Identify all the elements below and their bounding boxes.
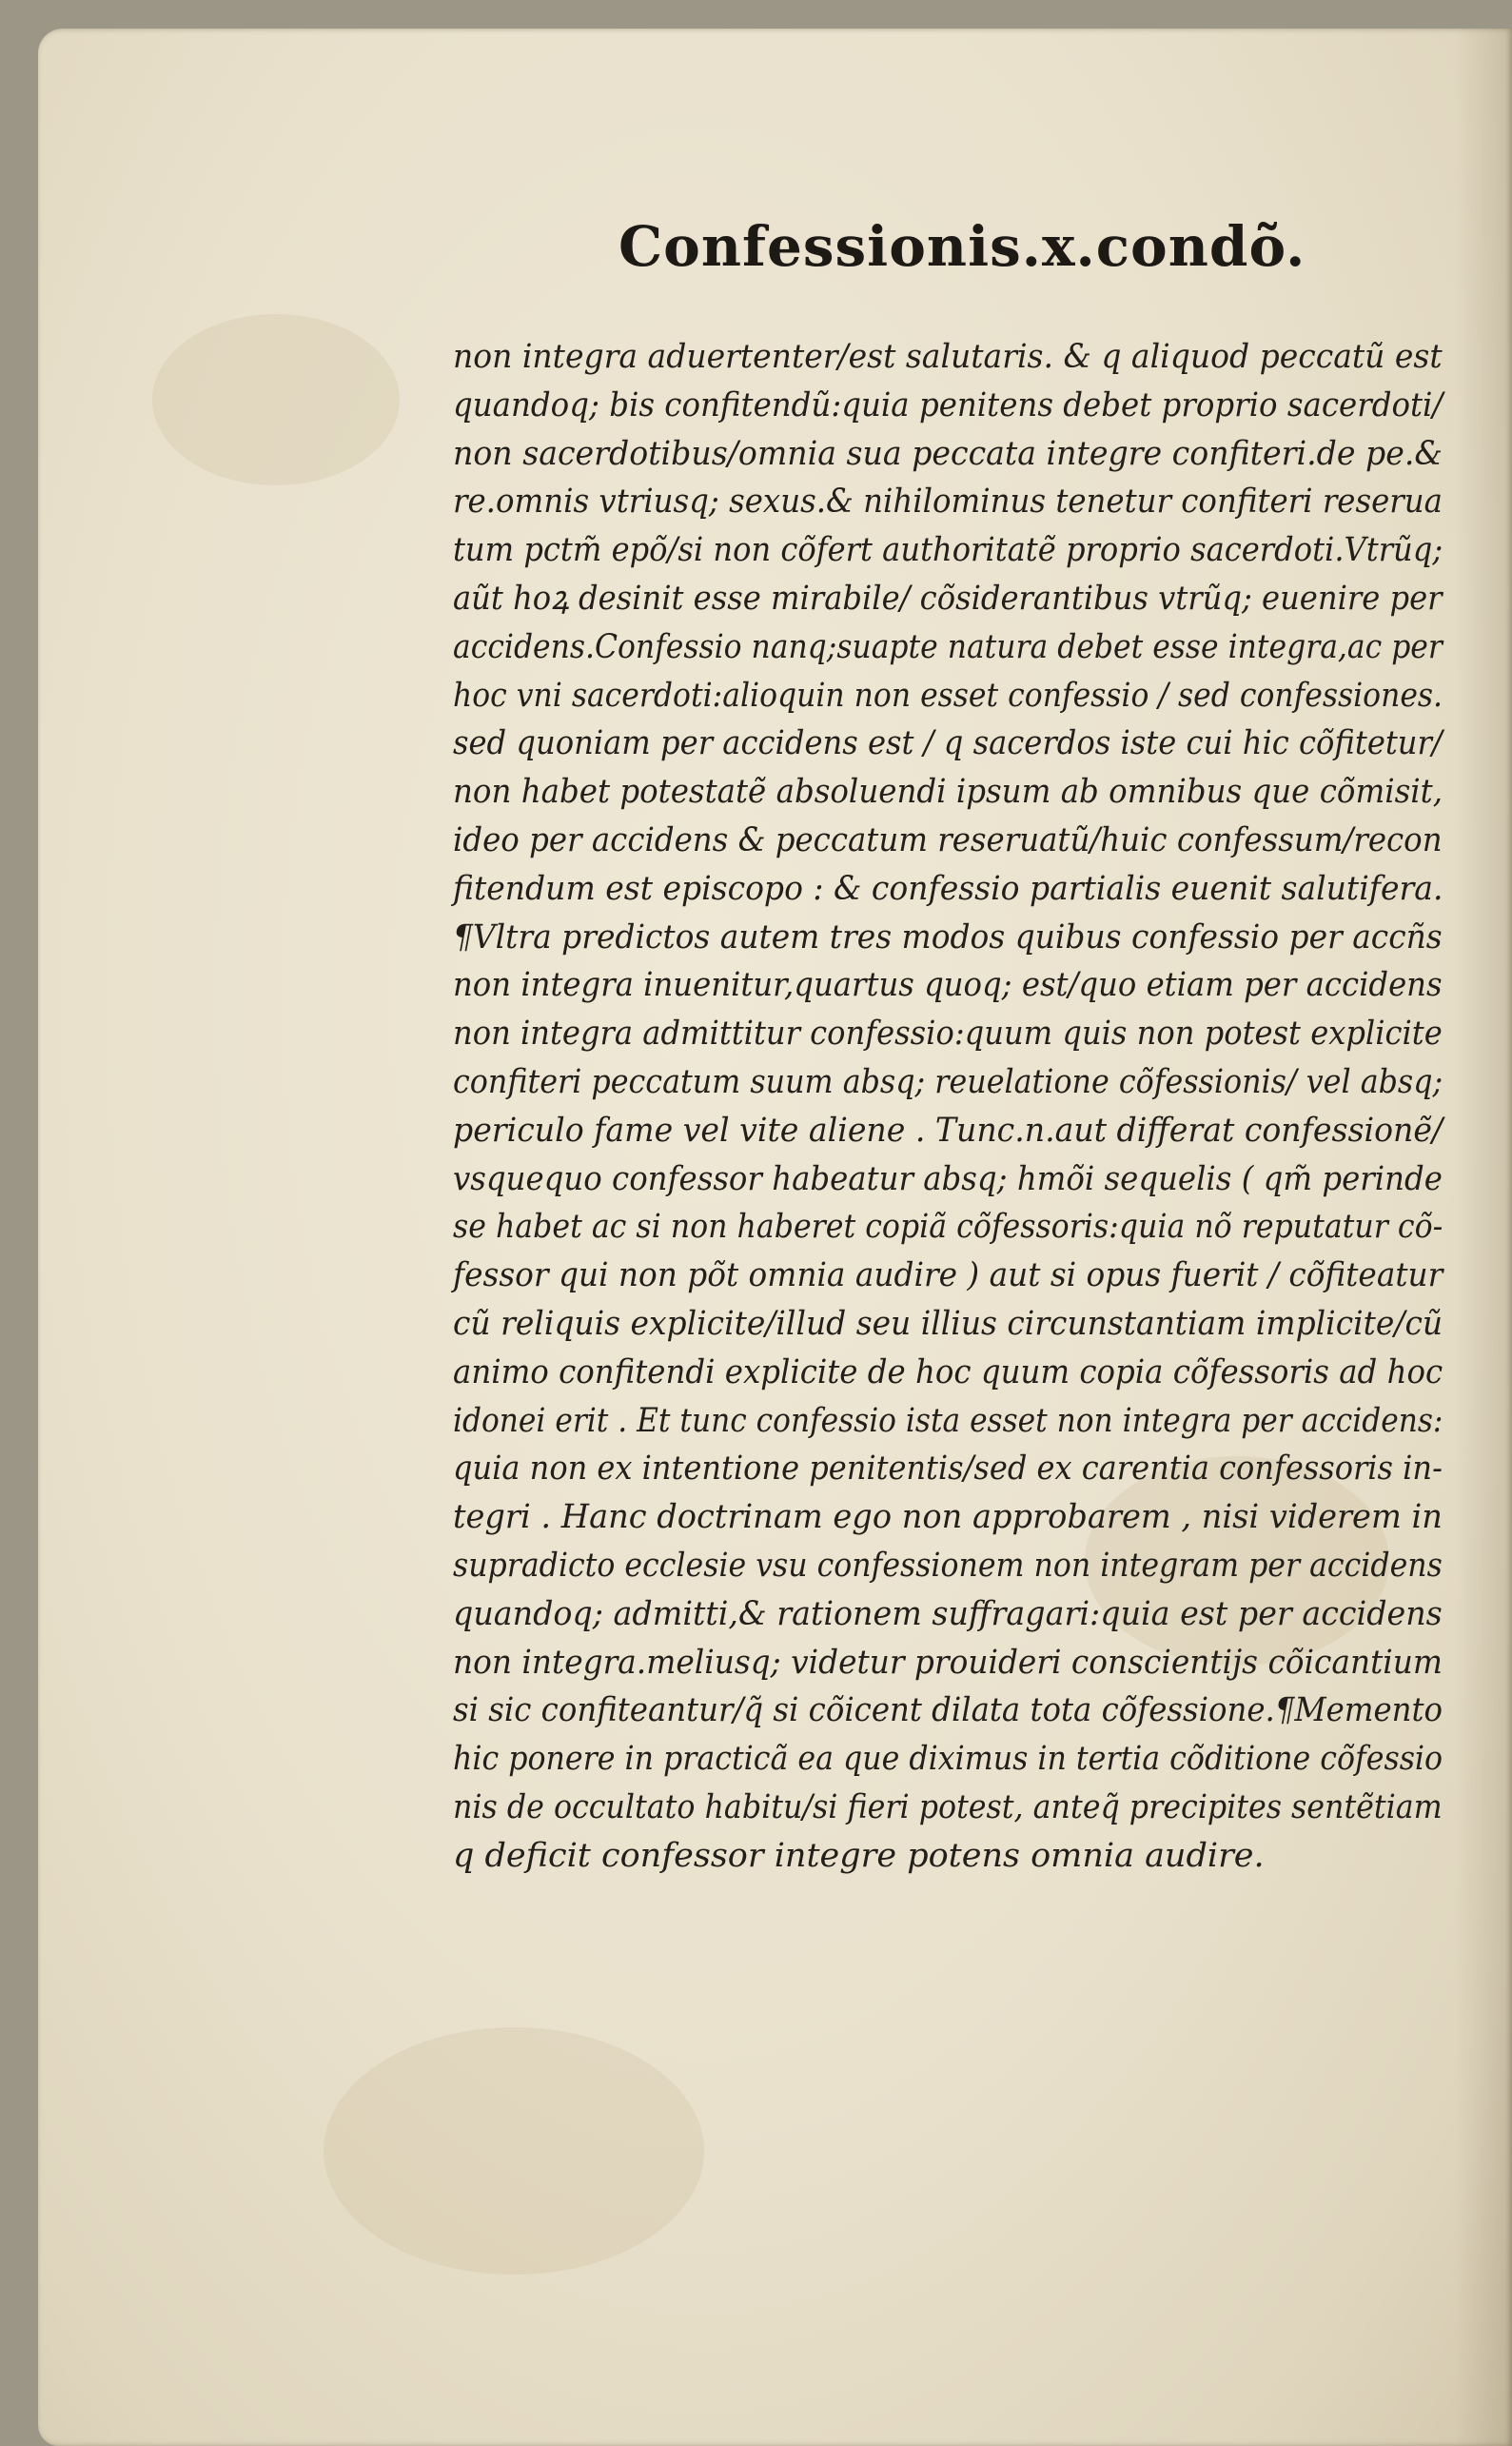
text-line: hoc vni sacerdoti:alioquin non esset confessio / sed confessiones.	[453, 676, 1443, 715]
text-line: animo confitendi explicite de hoc quum copia cõfessoris ad hoc	[453, 1352, 1443, 1391]
text-line: non sacerdotibus/omnia sua peccata integre confiteri.de pe.&	[453, 434, 1443, 473]
text-line: quandoq; admitti,& rationem suffragari:quia est per accidens	[453, 1594, 1443, 1633]
text-line: tum pctm̃ epõ/si non cõfert authoritatẽ proprio sacerdoti.Vtrũq;	[453, 531, 1443, 570]
text-line: hic ponere in practicã ea que diximus in tertia cõditione cõfessio	[453, 1740, 1443, 1779]
text-line: non habet potestatẽ absoluendi ipsum ab omnibus que cõmisit,	[453, 773, 1443, 812]
text-line: vsquequo confessor habeatur absq; hmõi sequelis ( qm̃ perinde	[453, 1159, 1443, 1198]
text-line: quia non ex intentione penitentis/sed ex carentia confessoris in-	[453, 1450, 1443, 1489]
text-line: non integra admittitur confessio:quum quis non potest explicite	[453, 1015, 1443, 1054]
text-line: q deficit confessor integre potens omnia audire.	[453, 1836, 1265, 1875]
text-line: non integra aduertenter/est salutaris. & q aliquod peccatũ est	[453, 338, 1443, 376]
text-line: non integra inuenitur,quartus quoq; est/quo etiam per accidens	[453, 966, 1443, 1005]
text-line: tegri . Hanc doctrinam ego non approbarem , nisi viderem in	[453, 1498, 1443, 1537]
text-line: ¶Vltra predictos autem tres modos quibus confessio per accñs	[453, 917, 1443, 957]
text-line: quandoq; bis confitendũ:quia penitens debet proprio sacerdoti/	[453, 385, 1443, 424]
text-line: aũt hoꝝ desinit esse mirabile/ cõsiderantibus vtrũq; euenire per	[453, 579, 1443, 618]
paper-stain	[324, 2027, 704, 2275]
text-line: re.omnis vtriusq; sexus.& nihilominus tenetur confiteri reserua	[453, 483, 1443, 522]
text-line: ideo per accidens & peccatum reseruatũ/huic confessum/recon	[453, 820, 1443, 859]
text-line: idonei erit . Et tunc confessio ista esset non integra per accidens:	[453, 1401, 1443, 1440]
text-line: periculo fame vel vite aliene . Tunc.n.aut differat confessionẽ/	[453, 1111, 1443, 1150]
text-line: si sic confiteantur/q̃ si cõicent dilata tota cõfessione.¶Memento	[453, 1691, 1443, 1730]
paper-stain	[152, 314, 400, 485]
text-line: cũ reliquis explicite/illud seu illius circunstantiam implicite/cũ	[453, 1304, 1443, 1343]
text-line: sed quoniam per accidens est / q sacerdos iste cui hic cõfitetur/	[453, 724, 1443, 763]
text-line: nis de occultato habitu/si fieri potest, anteq̃ precipites sentẽtiam	[453, 1787, 1443, 1826]
text-line: fitendum est episcopo : & confessio partialis euenit salutifera.	[453, 869, 1443, 908]
text-line: non integra.meliusq; videtur prouideri conscientijs cõicantium	[453, 1643, 1443, 1682]
text-line: accidens.Confessio nanq;suapte natura debet esse integra,ac per	[453, 627, 1443, 666]
text-line: fessor qui non põt omnia audire ) aut si opus fuerit / cõfiteatur	[453, 1256, 1443, 1295]
text-line: confiteri peccatum suum absq; reuelatione cõfessionis/ vel absq;	[453, 1062, 1443, 1101]
text-block	[453, 333, 1443, 1881]
running-head: Confessionis.x.condõ.	[619, 214, 1306, 279]
text-line: supradicto ecclesie vsu confessionem non integram per accidens	[453, 1546, 1443, 1585]
text-line: se habet ac si non haberet copiã cõfessoris:quia nõ reputatur cõ-	[453, 1208, 1443, 1247]
